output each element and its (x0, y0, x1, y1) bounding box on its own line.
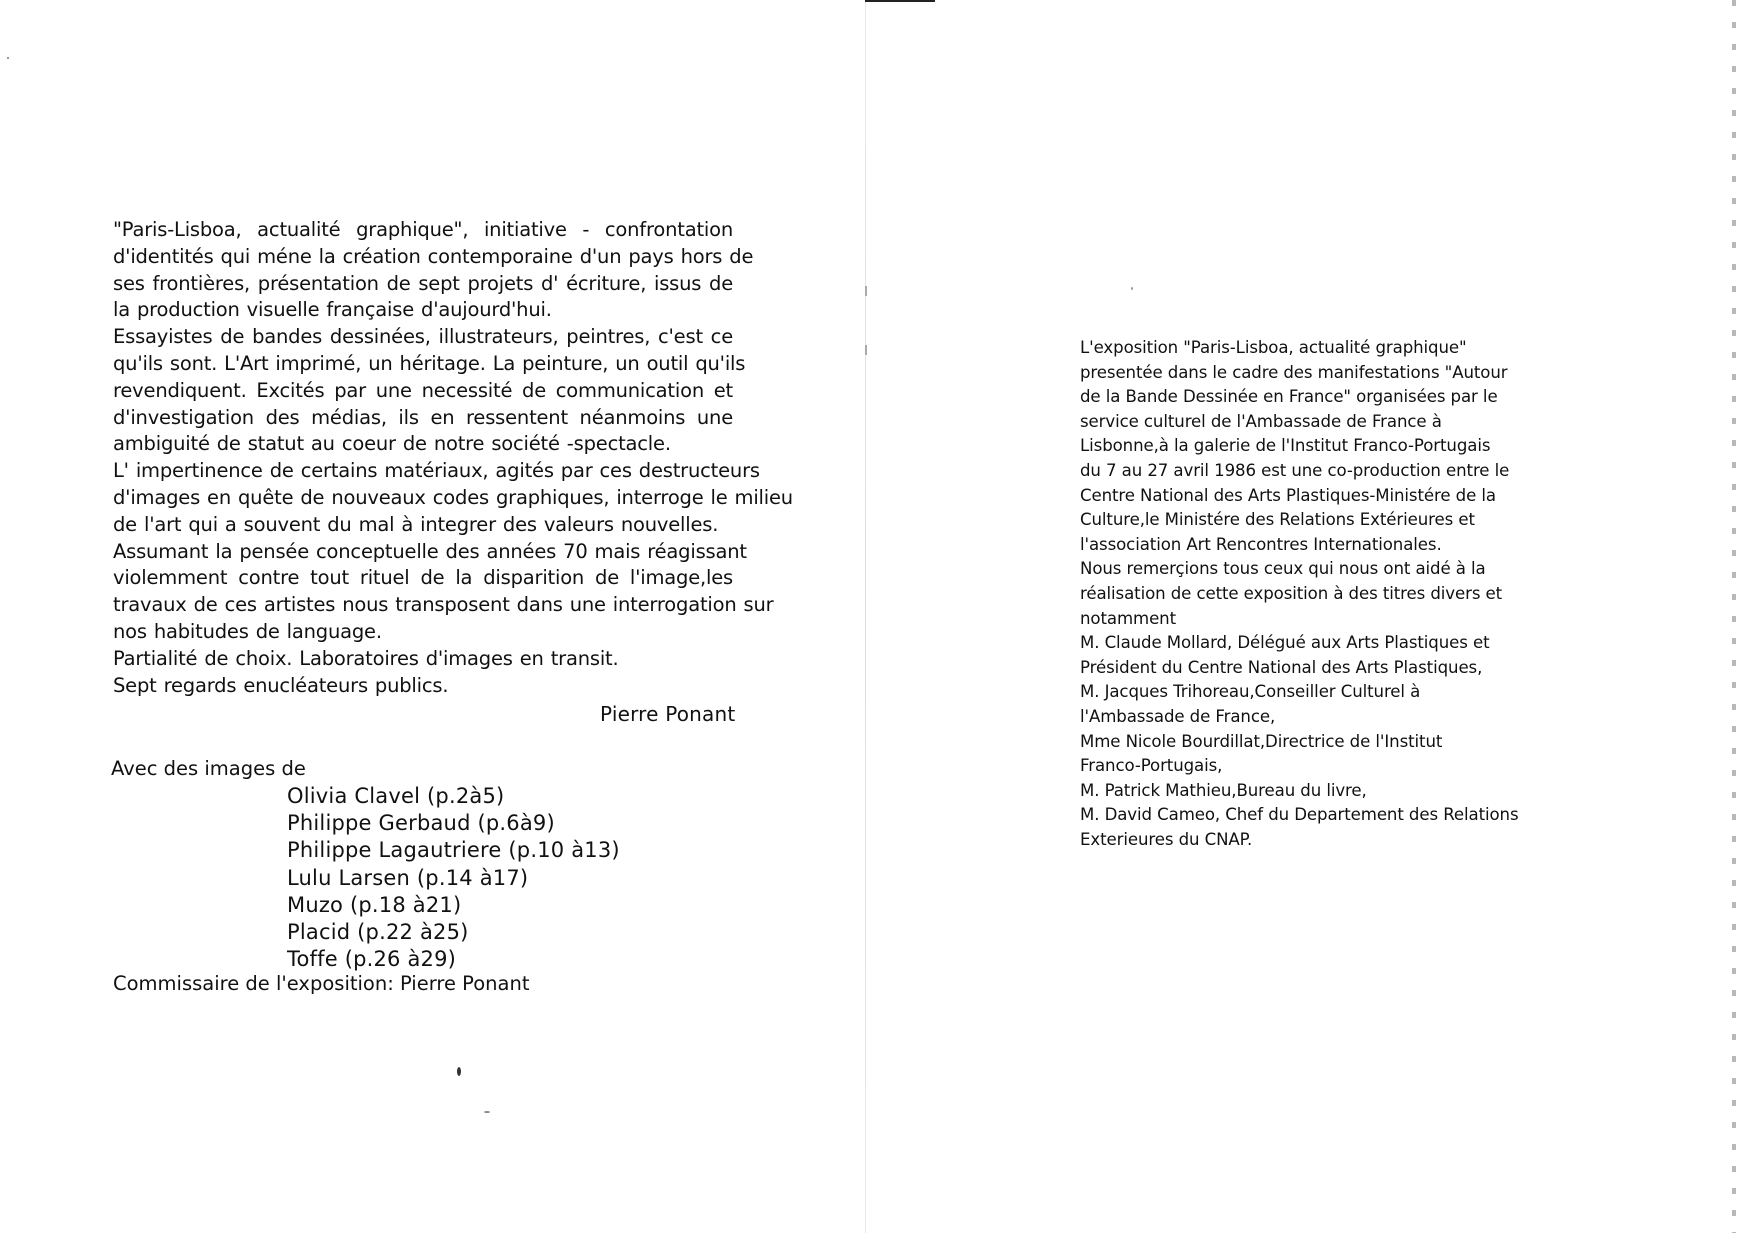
notice-line: notamment (1080, 608, 1177, 628)
notice-line: Centre National des Arts Plastiques-Ministére de la (1080, 485, 1496, 505)
credits-intro: Avec des images de (111, 757, 306, 780)
notice-line: M. Claude Mollard, Délégué aux Arts Plastiques et (1080, 633, 1490, 653)
exhibition-notice (1080, 336, 1550, 852)
notice-line: M. Patrick Mathieu,Bureau du livre, (1080, 780, 1367, 800)
page-gutter (865, 0, 866, 1233)
essay-line: revendiquent. Excités par une necessité de communication et (113, 378, 733, 402)
essay-line: L' impertinence de certains matériaux, agités par ces destructeurs (113, 459, 760, 483)
ink-speck (7, 57, 9, 59)
ink-speck (457, 1067, 461, 1076)
notice-line: Mme Nicole Bourdillat,Directrice de l'Institut (1080, 731, 1443, 751)
artist-item: Toffe (p.26 à29) (287, 947, 457, 972)
ink-speck (1131, 287, 1133, 290)
artist-item: Philippe Gerbaud (p.6à9) (287, 811, 555, 836)
notice-line: Franco-Portugais, (1080, 756, 1223, 776)
notice-line: réalisation de cette exposition à des titres divers et (1080, 583, 1503, 603)
essay-line: nos habitudes de language. (113, 619, 382, 643)
artist-item: Placid (p.22 à25) (287, 920, 469, 945)
essay-line: d'investigation des médias, ils en ressentent néanmoins une (113, 405, 733, 429)
notice-line: Culture,le Ministére des Relations Extérieures et (1080, 510, 1475, 530)
notice-line: l'association Art Rencontres Internationales. (1080, 534, 1442, 554)
essay-line: Sept regards enucléateurs publics. (113, 673, 449, 697)
artist-item: Lulu Larsen (p.14 à17) (287, 865, 529, 890)
notice-line: de la Bande Dessinée en France" organisées par le (1080, 387, 1498, 407)
essay-line: violemment contre tout rituel de la disparition de l'image,les (113, 566, 733, 590)
essay-line: Essayistes de bandes dessinées, illustrateurs, peintres, c'est ce (113, 325, 733, 349)
ink-speck (484, 1111, 490, 1113)
artist-item: Muzo (p.18 à21) (287, 892, 462, 917)
essay-line: la production visuelle française d'aujourd'hui. (113, 298, 552, 322)
essay-line: Assumant la pensée conceptuelle des années 70 mais réagissant (113, 539, 747, 563)
notice-line: Exterieures du CNAP. (1080, 829, 1253, 849)
page-edge-marks (1732, 0, 1736, 1233)
notice-line: Lisbonne,à la galerie de l'Institut Franco-Portugais (1080, 436, 1491, 456)
essay-line: de l'art qui a souvent du mal à integrer des valeurs nouvelles. (113, 512, 719, 536)
notice-line: M. David Cameo, Chef du Departement des Relations (1080, 805, 1519, 825)
gutter-mark (865, 286, 867, 296)
notice-line: du 7 au 27 avril 1986 est une co-production entre le (1080, 460, 1510, 480)
artist-item: Philippe Lagautriere (p.10 à13) (287, 838, 620, 863)
essay-line: qu'ils sont. L'Art imprimé, un héritage. La peinture, un outil qu'ils (113, 351, 746, 375)
notice-line: L'exposition "Paris-Lisboa, actualité graphique" (1080, 338, 1467, 357)
artist-list (287, 783, 620, 973)
commissaire-credit: Commissaire de l'exposition: Pierre Ponant (113, 972, 530, 995)
essay-line: Partialité de choix. Laboratoires d'images en transit. (113, 646, 619, 670)
notice-line: M. Jacques Trihoreau,Conseiller Culturel à (1080, 682, 1421, 702)
essay-line: d'images en quête de nouveaux codes graphiques, interroge le milieu (113, 485, 793, 509)
notice-line: service culturel de l'Ambassade de France à (1080, 411, 1442, 431)
essay-line: "Paris-Lisboa, actualité graphique", initiative - confrontation (113, 218, 733, 241)
artist-item: Olivia Clavel (p.2à5) (287, 784, 505, 808)
binding-shadow (865, 0, 935, 2)
notice-line: l'Ambassade de France, (1080, 706, 1276, 726)
signature: Pierre Ponant (600, 702, 736, 726)
essay-line: d'identités qui méne la création contemporaine d'un pays hors de (113, 244, 754, 268)
gutter-mark (865, 345, 867, 355)
notice-line: Président du Centre National des Arts Plastiques, (1080, 657, 1483, 677)
essay-line: travaux de ces artistes nous transposent dans une interrogation sur (113, 593, 774, 617)
essay (113, 217, 793, 699)
essay-line: ses frontières, présentation de sept projets d' écriture, issus de (113, 271, 733, 295)
essay-line: ambiguité de statut au coeur de notre société -spectacle. (113, 432, 671, 456)
notice-line: Nous remerçions tous ceux qui nous ont aidé à la (1080, 559, 1486, 579)
notice-line: presentée dans le cadre des manifestations "Autour (1080, 362, 1508, 382)
